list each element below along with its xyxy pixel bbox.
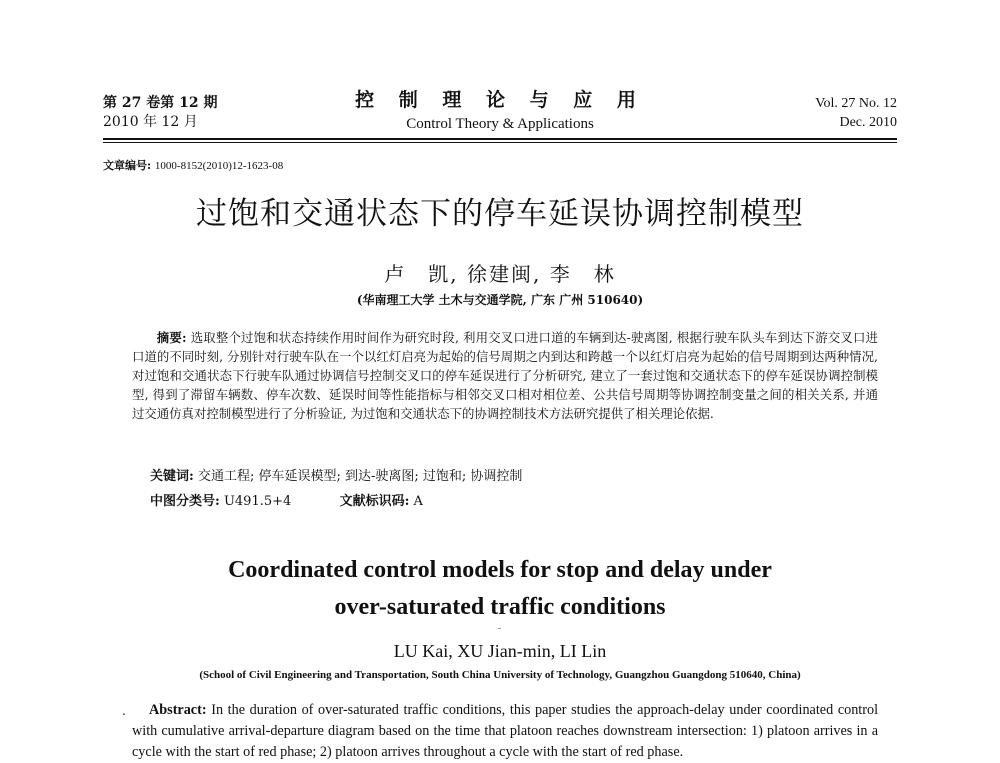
doc-code-label: 文献标识码: (339, 494, 410, 509)
scan-dot: . (122, 704, 126, 718)
header-right (815, 94, 897, 132)
title-en-line-2: over-saturated traffic conditions (334, 594, 666, 620)
journal-header (103, 89, 897, 136)
affiliation-en: (School of Civil Engineering and Transportation, South China University of Technology, Guangzhou Guangdong 510640, China) (199, 669, 801, 681)
date-cn: 2010 年 12 月 (103, 114, 198, 130)
scan-mark (498, 628, 501, 629)
affiliation-cn: (华南理工大学 土木与交通学院, 广东 广州 510640) (356, 293, 644, 307)
journal-name-en: Control Theory & Applications (406, 116, 594, 132)
journal-name-cn: 控 制 理 论 与 应 用 (355, 89, 645, 111)
date-en: Dec. 2010 (839, 115, 897, 130)
abstract-cn-text: 选取整个过饱和状态持续作用时间作为研究时段, 利用交叉口进口道的车辆到达-驶离图, 根据行驶车队头车到达下游交叉口进口道的不同时刻, 分别针对行驶车队在一个以红灯启亮为起始的信号周期之内到达和跨越一个以红灯启亮为起始的信号周期到达两种情况, 对过饱和交通状态下行驶车队通过协调信号控制交叉口的停车延误进行了分析研究, 建立了一套过饱和交通状态下的停车延误协调控制模型, 得到了滞留车辆数、停车次数、延误时间等性能指标与相邻交叉口相对相位差、公共信号周期等协调控制变量之间的相关关系, 并通过交通仿真对控制模型进行了分析验证, 为过饱和交通状态下的协调控制技术方法研究提供了相关理论依据. (132, 330, 878, 421)
title-en (0, 552, 1000, 626)
article-number-value: 1000-8152(2010)12-1623-08 (154, 160, 284, 172)
keywords-cn-text: 交通工程; 停车延误模型; 到达-驶离图; 过饱和; 协调控制 (197, 469, 523, 484)
authors-en: LU Kai, XU Jian-min, LI Lin (393, 641, 607, 661)
abstract-en-text: In the duration of over-saturated traffic conditions, this paper studies the approach-delay under coordinated control with cumulative arrival-departure diagram based on the time that platoon reaches downstream intersection: 1) platoon arrives in a cycle with the start of red phase; 2) platoon arrives throughout a cycle with the start of red phase. (132, 702, 879, 760)
header-rule-thick (103, 138, 897, 140)
clc-label: 中图分类号: (150, 494, 220, 509)
header-center (103, 88, 897, 134)
abstract-en (132, 700, 878, 763)
keywords-cn (150, 465, 522, 484)
keywords-cn-label: 关键词: (150, 469, 194, 484)
clc-value: U491.5+4 (223, 494, 292, 509)
volume-issue-cn: 第 27 卷第 12 期 (103, 95, 218, 111)
header-rule-thin (103, 142, 897, 143)
volume-issue-en: Vol. 27 No. 12 (815, 96, 897, 111)
abstract-cn-label: 摘要: (156, 330, 187, 345)
abstract-en-label: Abstract: (149, 702, 207, 718)
abstract-cn (132, 328, 878, 423)
title-en-line-1: Coordinated control models for stop and delay under (228, 557, 772, 583)
doc-code-value: A (413, 494, 423, 509)
title-cn: 过饱和交通状态下的停车延误协调控制模型 (196, 196, 804, 232)
classification-line (150, 490, 423, 509)
article-number-label: 文章编号: (103, 159, 152, 172)
authors-cn: 卢 凯, 徐建闽, 李 林 (384, 262, 616, 286)
article-number (103, 157, 283, 173)
